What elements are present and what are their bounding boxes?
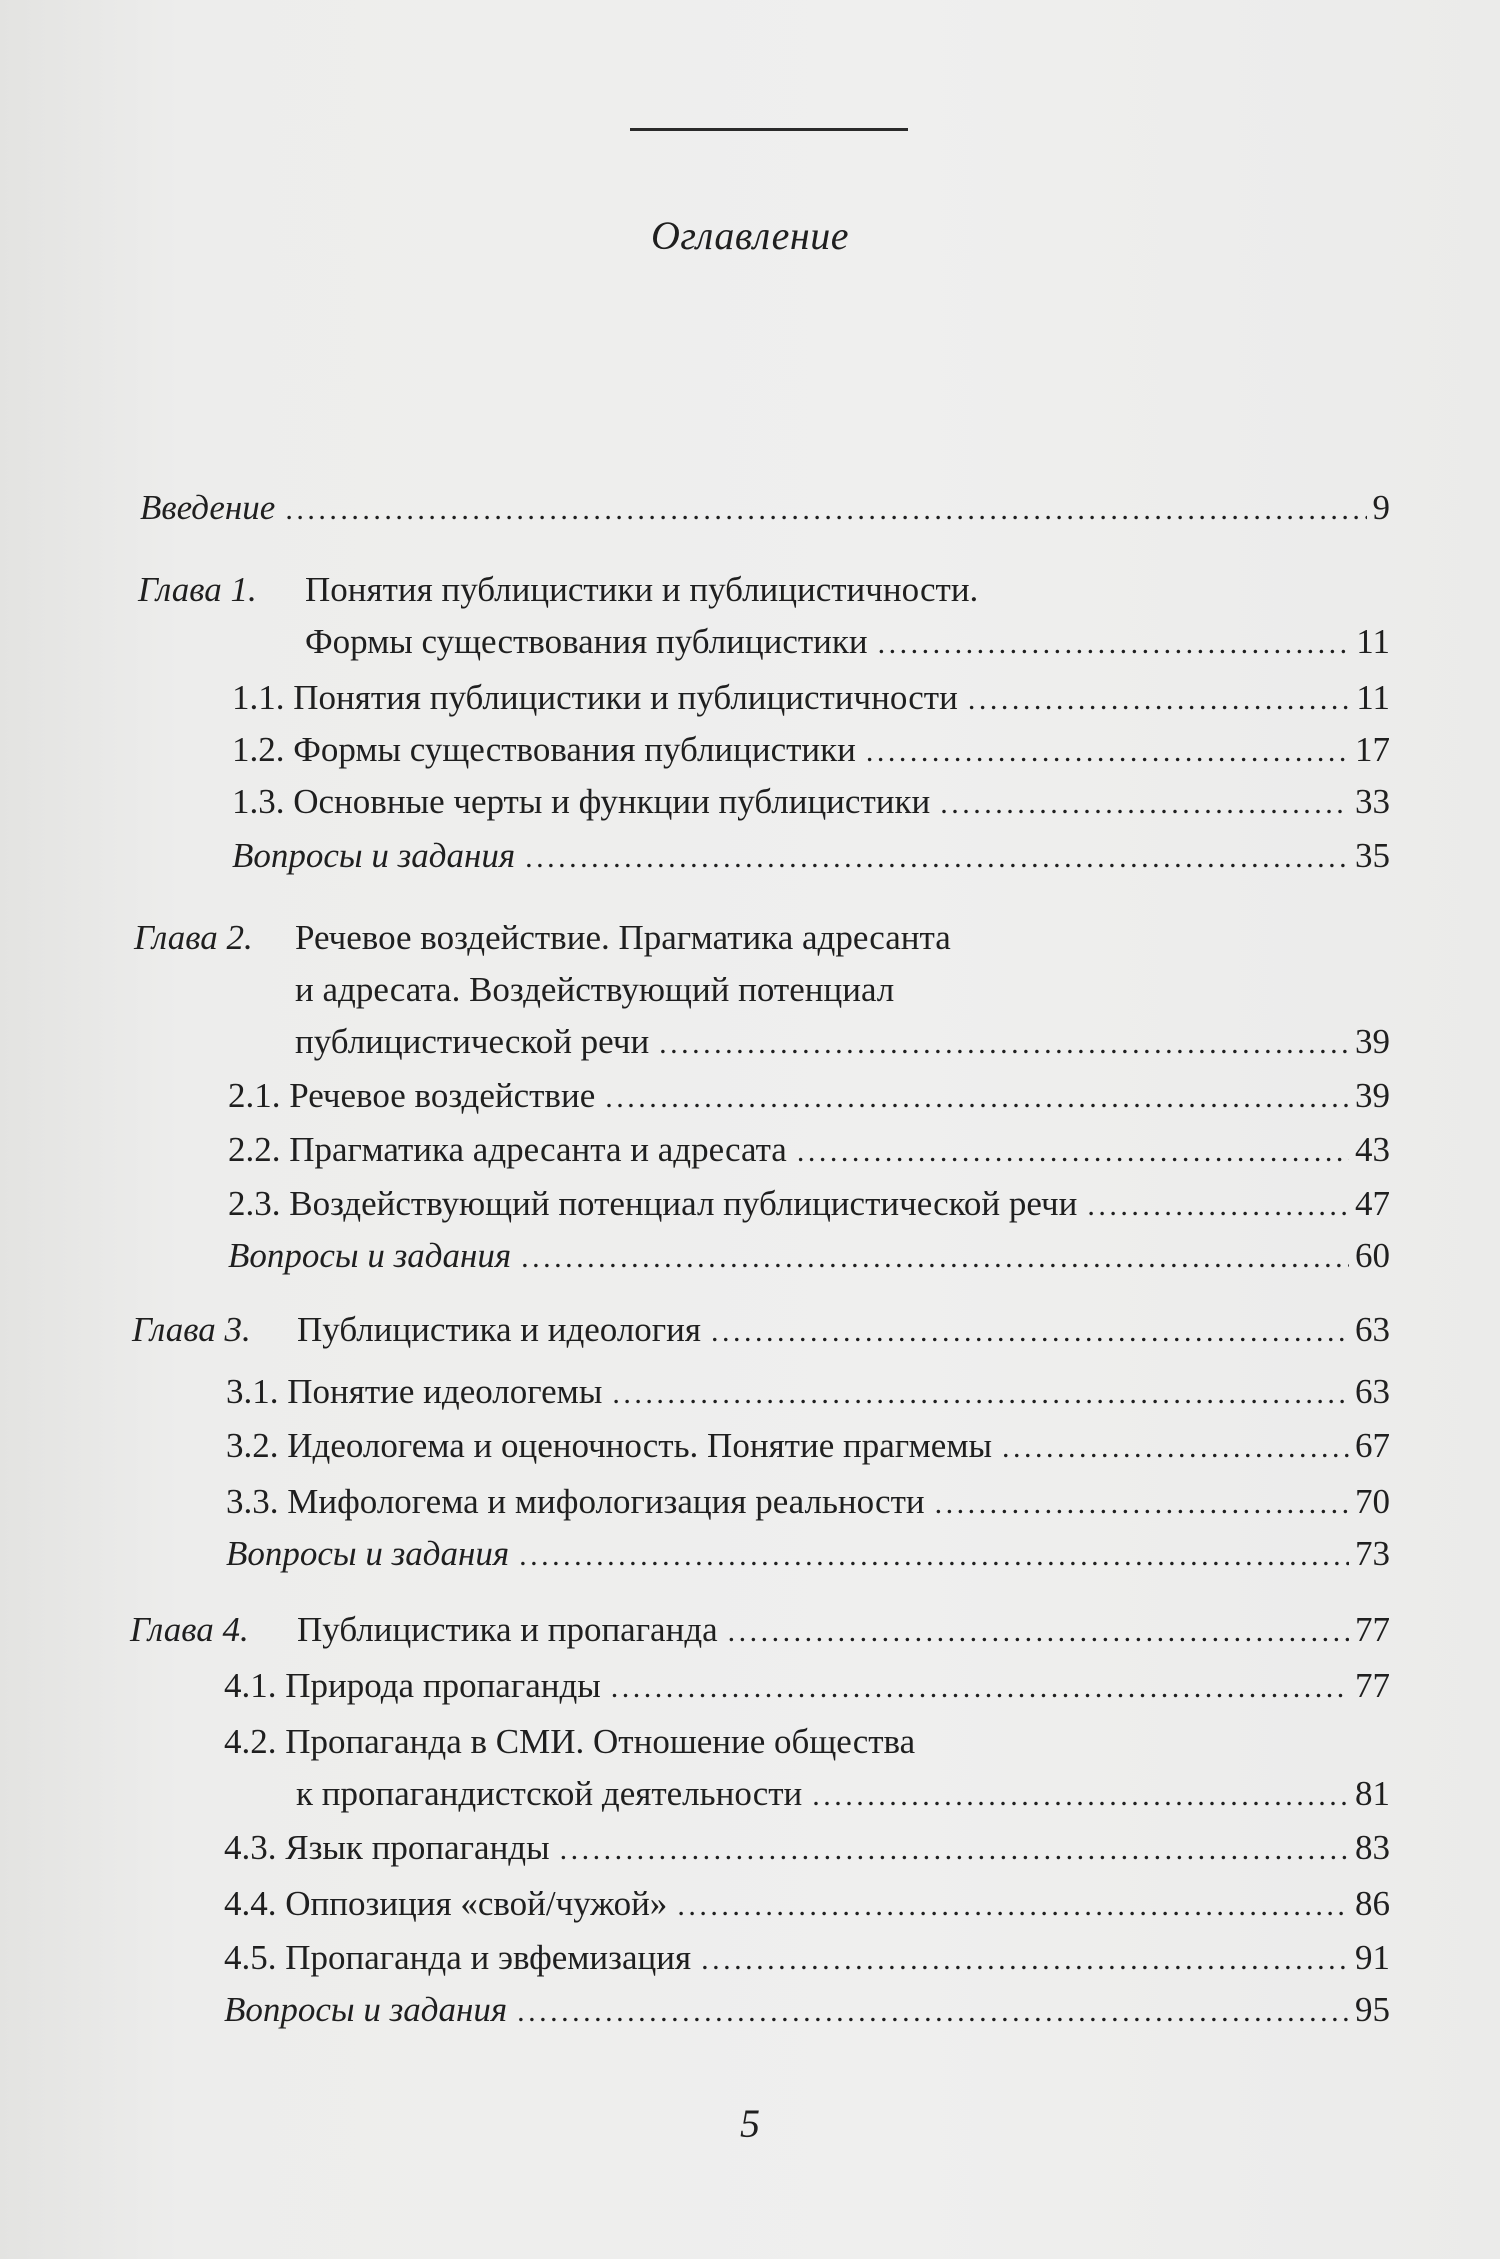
toc-entry-text: к пропагандистской деятельности [296,1774,803,1813]
toc-page-number: 33 [1355,782,1390,821]
toc-page-number: 9 [1372,488,1390,527]
leader-dots [866,732,1349,772]
toc-entry-section-3-2[interactable] [226,1426,1390,1468]
toc-page-number: 39 [1355,1076,1390,1115]
leader-dots [560,1830,1349,1870]
toc-entry-text: 4.5. Пропаганда и эвфемизация [224,1938,692,1977]
toc-page-number: 63 [1355,1372,1390,1411]
toc-entry-text: 2.1. Речевое воздействие [228,1076,596,1115]
toc-entry-text: публицистической речи [295,1022,650,1061]
toc-entry-section-4-2[interactable] [296,1774,1390,1816]
toc-entry-text: Вопросы и задания [232,836,516,875]
leader-dots [878,624,1351,664]
toc-entry-chapter-2[interactable] [295,1022,1390,1064]
leader-dots [525,838,1349,878]
leader-dots [711,1312,1349,1352]
toc-page-number: 63 [1355,1310,1390,1349]
toc-entry-section-2-3[interactable] [228,1184,1390,1226]
leader-dots [611,1668,1349,1708]
toc-page-number: 91 [1355,1938,1390,1977]
toc-entry-section-2-2[interactable] [228,1130,1390,1172]
leader-dots [1002,1428,1349,1468]
toc-entry-label: Введение [140,488,276,527]
leader-dots [701,1940,1349,1980]
toc-chapter-label: Глава 3. [132,1310,251,1349]
toc-page-number: 43 [1355,1130,1390,1169]
toc-chapter-label: Глава 2. [134,918,253,957]
toc-page-number: 60 [1355,1236,1390,1275]
toc-entry-text: 1.1. Понятия публицистики и публицистичности [232,678,958,717]
toc-page-number: 67 [1355,1426,1390,1465]
toc-entry-text: Формы существования публицистики [305,622,868,661]
toc-page-number: 70 [1355,1482,1390,1521]
toc-page-number: 73 [1355,1534,1390,1573]
toc-entry-text: 4.4. Оппозиция «свой/чужой» [224,1884,668,1923]
leader-dots [521,1238,1349,1278]
toc-page-number: 17 [1355,730,1390,769]
toc-entry-section-2-1[interactable] [228,1076,1390,1118]
leader-dots [968,680,1350,720]
toc-entry-section-4-1[interactable] [224,1666,1390,1708]
toc-entry-section-3-1[interactable] [226,1372,1390,1414]
toc-entry-text: Вопросы и задания [228,1236,512,1275]
toc-entry-text: 3.1. Понятие идеологемы [226,1372,603,1411]
toc-page-number: 81 [1355,1774,1390,1813]
toc-entry-questions-2[interactable] [228,1236,1390,1278]
leader-dots [1087,1186,1349,1226]
toc-entry-questions-3[interactable] [226,1534,1390,1576]
toc-entry-chapter-3[interactable] [297,1310,1390,1352]
toc-entry-questions-4[interactable] [224,1990,1390,2032]
toc-entry-text: 4.1. Природа пропаганды [224,1666,601,1705]
toc-chapter-label: Глава 4. [130,1610,249,1649]
leader-dots [659,1024,1349,1064]
leader-dots [940,784,1349,824]
toc-chapter-title-line: Понятия публицистики и публицистичности. [305,570,979,609]
toc-section-title-line: 4.2. Пропаганда в СМИ. Отношение общества [224,1722,916,1761]
page-title: Оглавление [650,213,850,258]
toc-chapter-label: Глава 1. [138,570,257,609]
toc-entry-text: Вопросы и задания [224,1990,508,2029]
toc-entry-section-4-5[interactable] [224,1938,1390,1980]
toc-page-number: 77 [1355,1610,1390,1649]
toc-page-number: 11 [1356,678,1390,717]
toc-entry-text: 3.3. Мифологема и мифологизация реальности [226,1482,925,1521]
leader-dots [812,1776,1349,1816]
toc-entry-section-1-2[interactable] [232,730,1390,772]
page-number: 5 [740,2101,760,2146]
toc-page-number: 95 [1355,1990,1390,2029]
leader-dots [519,1536,1349,1576]
toc-chapter-title-line: Речевое воздействие. Прагматика адресанта [295,918,951,957]
toc-page-number: 47 [1355,1184,1390,1223]
leader-dots [728,1612,1349,1652]
toc-page-number: 77 [1355,1666,1390,1705]
leader-dots [797,1132,1349,1172]
leader-dots [517,1992,1349,2032]
toc-entry-chapter-1[interactable] [305,622,1390,664]
toc-entry-questions-1[interactable] [232,836,1390,878]
toc-page-number: 39 [1355,1022,1390,1061]
toc-page-number: 86 [1355,1884,1390,1923]
toc-page-number: 83 [1355,1828,1390,1867]
leader-dots [677,1886,1349,1926]
toc-page-number: 35 [1355,836,1390,875]
toc-entry-intro[interactable] [140,488,1390,530]
toc-entry-text: Публицистика и пропаганда [297,1610,718,1649]
toc-entry-text: 4.3. Язык пропаганды [224,1828,550,1867]
toc-entry-text: 2.2. Прагматика адресанта и адресата [228,1130,787,1169]
leader-dots [612,1374,1349,1414]
toc-entry-section-1-1[interactable] [232,678,1390,720]
leader-dots [285,490,1366,530]
toc-entry-text: 2.3. Воздействующий потенциал публицистической речи [228,1184,1078,1223]
toc-chapter-title-line: и адресата. Воздействующий потенциал [295,970,895,1009]
toc-entry-section-4-4[interactable] [224,1884,1390,1926]
toc-entry-text: 3.2. Идеологема и оценочность. Понятие прагмемы [226,1426,992,1465]
toc-entry-text: 1.3. Основные черты и функции публицистики [232,782,931,821]
toc-entry-section-4-3[interactable] [224,1828,1390,1870]
leader-dots [935,1484,1349,1524]
toc-entry-text: Публицистика и идеология [297,1310,701,1349]
toc-entry-text: Вопросы и задания [226,1534,510,1573]
leader-dots [605,1078,1349,1118]
toc-page-number: 11 [1356,622,1390,661]
toc-entry-chapter-4[interactable] [297,1610,1390,1652]
toc-entry-section-3-3[interactable] [226,1482,1390,1524]
toc-entry-text: 1.2. Формы существования публицистики [232,730,856,769]
toc-entry-section-1-3[interactable] [232,782,1390,824]
